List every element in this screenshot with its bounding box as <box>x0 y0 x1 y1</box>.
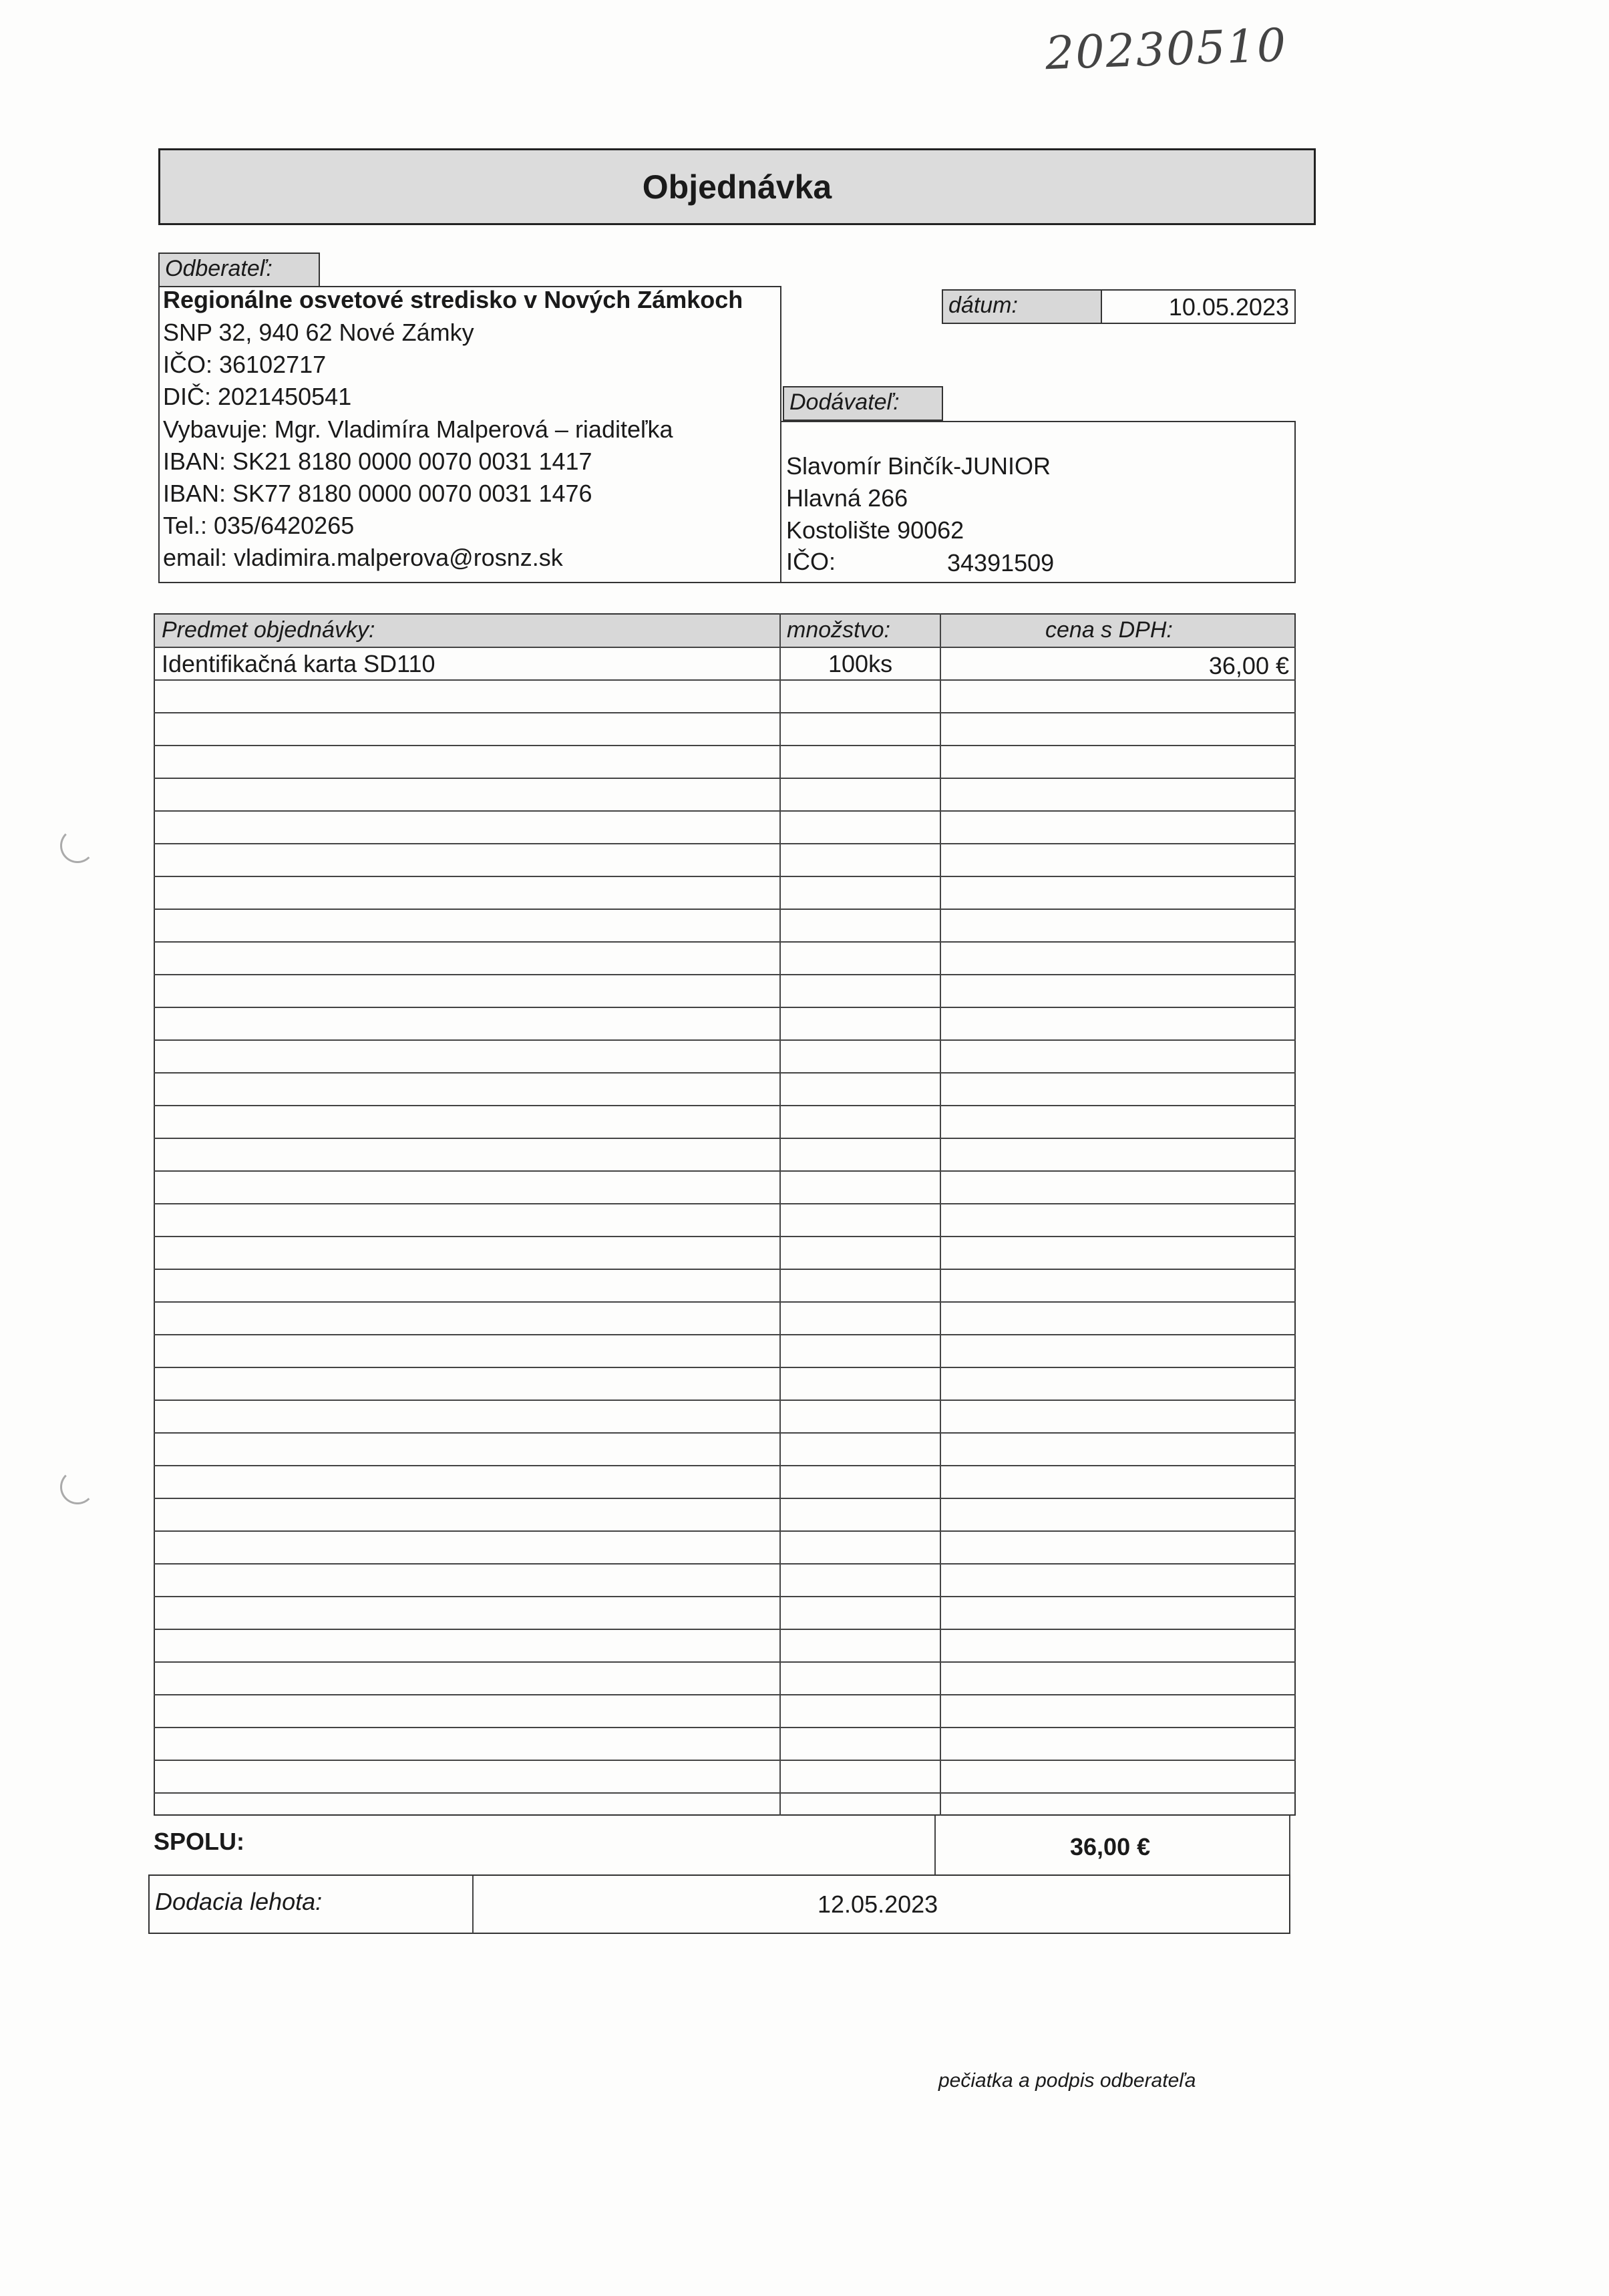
table-row-line <box>154 1400 1296 1401</box>
header-predmet: Predmet objednávky: <box>162 617 375 643</box>
odberatel-address: SNP 32, 940 62 Nové Zámky <box>163 319 474 346</box>
signature-caption: pečiatka a podpis odberateľa <box>938 2070 1196 2092</box>
dodavatel-name: Slavomír Binčík-JUNIOR <box>786 452 1051 480</box>
items-table-border <box>154 613 1296 1816</box>
table-row-line <box>154 876 1296 877</box>
table-row-line <box>154 1596 1296 1597</box>
table-row-line <box>154 1039 1296 1041</box>
odberatel-name: Regionálne osvetové stredisko v Nových Zámkoch <box>163 286 743 313</box>
handwritten-reference-number: 20230510 <box>1044 19 1288 81</box>
table-row-line <box>154 1203 1296 1204</box>
spolu-section <box>148 1816 1290 1876</box>
dodavatel-street: Hlavná 266 <box>786 484 908 512</box>
table-row-line <box>154 679 1296 681</box>
dodavatel-city: Kostolište 90062 <box>786 516 964 544</box>
dodacia-divider <box>472 1876 474 1933</box>
table-row-line <box>154 647 1296 648</box>
punch-hole-mark <box>60 828 95 863</box>
table-row-line <box>154 778 1296 779</box>
odberatel-ico: IČO: 36102717 <box>163 351 327 378</box>
odberatel-dic: DIČ: 2021450541 <box>163 383 352 410</box>
table-row-line <box>154 1334 1296 1335</box>
odberatel-label: Odberateľ: <box>158 253 320 287</box>
table-row-line <box>154 1760 1296 1761</box>
spolu-right-border <box>1289 1816 1290 1876</box>
table-row-line <box>154 1629 1296 1630</box>
table-row-line <box>154 745 1296 746</box>
table-row-line <box>154 1792 1296 1794</box>
table-row-line <box>154 1563 1296 1565</box>
dodavatel-ico-label: IČO: <box>786 548 836 575</box>
header-cena: cena s DPH: <box>1045 617 1173 643</box>
table-row-line <box>154 843 1296 844</box>
document-title: Objednávka <box>642 168 832 206</box>
column-divider-2 <box>940 613 941 1816</box>
dodavatel-label: Dodávateľ: <box>783 386 943 421</box>
odberatel-iban-1: IBAN: SK21 8180 0000 0070 0031 1417 <box>163 448 592 475</box>
table-row-line <box>154 1367 1296 1368</box>
table-row-line <box>154 1727 1296 1728</box>
table-row-line <box>154 974 1296 975</box>
table-row-line <box>154 1465 1296 1466</box>
spolu-value: 36,00 € <box>1070 1833 1151 1860</box>
item-name: Identifikačná karta SD110 <box>162 650 435 677</box>
table-row-line <box>154 1661 1296 1663</box>
odberatel-email: email: vladimira.malperova@rosnz.sk <box>163 544 563 571</box>
spolu-label: SPOLU: <box>154 1828 245 1855</box>
punch-hole-mark <box>60 1470 95 1504</box>
table-row-line <box>154 1170 1296 1172</box>
dodacia-box <box>148 1874 1290 1934</box>
dodacia-value: 12.05.2023 <box>818 1891 938 1918</box>
table-row-line <box>154 1072 1296 1074</box>
table-row-line <box>154 1007 1296 1008</box>
table-row-line <box>154 1105 1296 1106</box>
header-mnozstvo: množstvo: <box>787 617 890 643</box>
dodacia-label: Dodacia lehota: <box>155 1888 323 1915</box>
table-row-line <box>154 1498 1296 1499</box>
odberatel-contact: Vybavuje: Mgr. Vladimíra Malperová – riaditeľka <box>163 416 673 443</box>
table-row-line <box>154 1138 1296 1139</box>
table-row-line <box>154 1301 1296 1303</box>
datum-label: dátum: <box>942 289 1102 324</box>
table-row-line <box>154 1694 1296 1695</box>
document-title-bar <box>158 148 1316 225</box>
spolu-divider <box>934 1816 936 1876</box>
items-table <box>154 613 1296 1816</box>
table-row-line <box>154 712 1296 713</box>
table-row-line <box>154 909 1296 910</box>
table-row-line <box>154 1432 1296 1434</box>
table-row-line <box>154 1269 1296 1270</box>
item-qty: 100ks <box>828 650 893 677</box>
table-row-line <box>154 941 1296 943</box>
odberatel-phone: Tel.: 035/6420265 <box>163 512 355 539</box>
item-price: 36,00 € <box>1208 652 1289 679</box>
table-row-line <box>154 1236 1296 1237</box>
table-row-line <box>154 810 1296 812</box>
dodavatel-ico-value: 34391509 <box>947 549 1055 577</box>
datum-value: 10.05.2023 <box>1168 293 1289 321</box>
odberatel-iban-2: IBAN: SK77 8180 0000 0070 0031 1476 <box>163 480 592 507</box>
column-divider-1 <box>779 613 781 1816</box>
table-row-line <box>154 1530 1296 1532</box>
datum-box <box>1101 289 1296 324</box>
